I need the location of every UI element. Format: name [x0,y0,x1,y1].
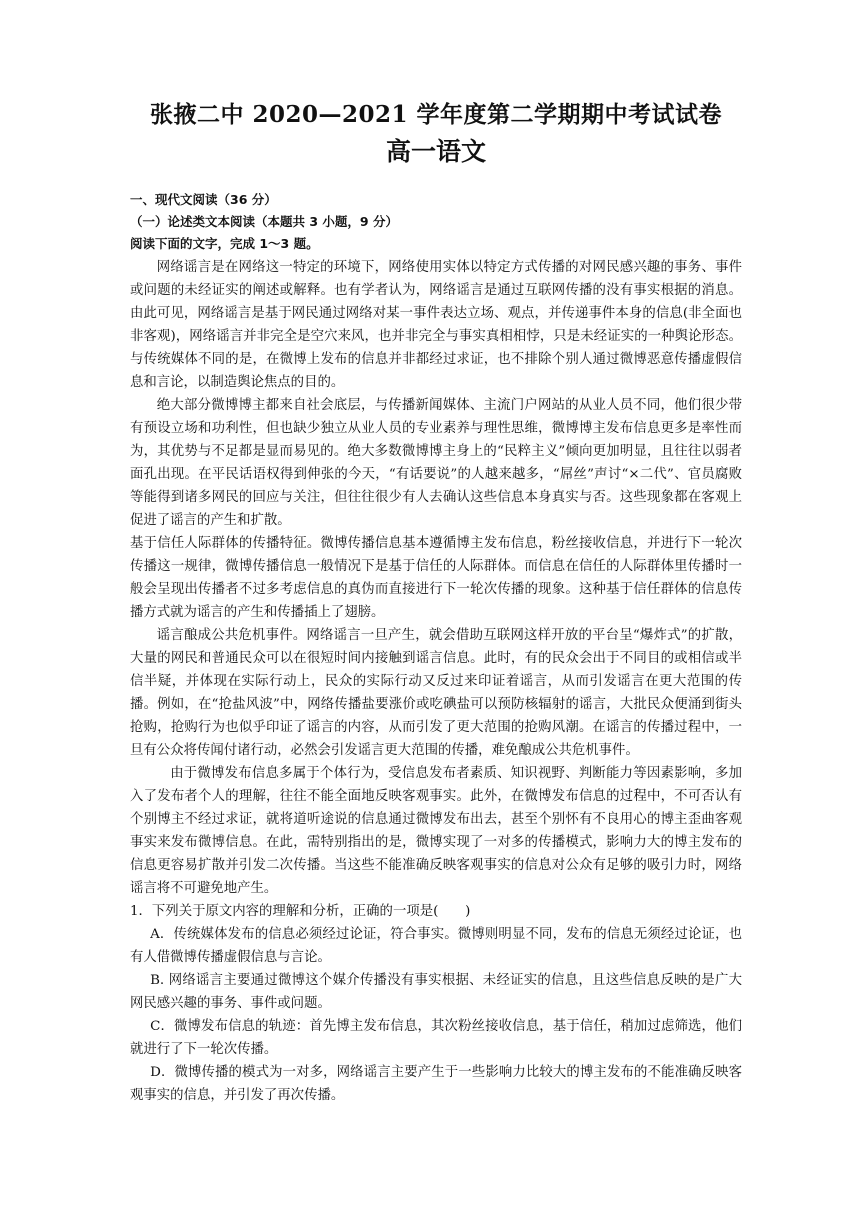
passage-paragraph-2: 绝大部分微博博主都来自社会底层，与传播新闻媒体、主流门户网站的从业人员不同，他们很少带有预设立场和功利性，但也缺少独立从业人员的专业素养与理性思维，微博博主发布信息更多是率性而为，其优势与不足都是显而易见的。绝大多数微博博主身上的“民粹主义”倾向更加明显，且往往以弱者面孔出现。在平民话语权得到伸张的今天，“有话要说”的人越来越多，“屌丝”声讨“×二代”、官员腐败等能得到诸多网民的回应与关注，但往往很少有人去确认这些信息本身真实与否。这些现象都在客观上促进了谣言的产生和扩散。 [130,398,742,528]
exam-title: 张掖二中 2020—2021 学年度第二学期期中考试试卷 [149,101,723,128]
reading-instruction: 阅读下面的文字，完成 1～3 题。 [130,236,319,251]
question-1-option-c: C．微博发布信息的轨迹：首先博主发布信息，其次粉丝接收信息，基于信任，稍加过虑筛选，他们就进行了下一轮次传播。 [130,1019,742,1057]
question-1-option-d: D．微博传播的模式为一对多，网络谣言主要产生于一些影响力比较大的博主发布的不能准确反映客观事实的信息，并引发了再次传播。 [130,1065,742,1103]
passage-paragraph-1: 网络谣言是在网络这一特定的环境下，网络使用实体以特定方式传播的对网民感兴趣的事务、事件或问题的未经证实的阐述或解释。也有学者认为，网络谣言是通过互联网传播的没有事实根据的消息。由此可见，网络谣言是基于网民通过网络对某一事件表达立场、观点，并传递事件本身的信息(非全面也非客观)，网络谣言并非完全是空穴来风，也并非完全与事实真相相悖，只是未经证实的一种舆论形态。与传统媒体不同的是，在微博上发布的信息并非都经过求证，也不排除个别人通过微博恶意传播虚假信息和言论，以制造舆论焦点的目的。 [130,260,742,390]
section-subheading: （一）论述类文本阅读（本题共 3 小题，9 分） [130,214,398,229]
question-1-option-b: B. 网络谣言主要通过微博这个媒介传播没有事实根据、未经证实的信息，且这些信息反映的是广大网民感兴趣的事务、事件或问题。 [130,973,742,1011]
passage-paragraph-3: 基于信任人际群体的传播特征。微博传播信息基本遵循博主发布信息，粉丝接收信息，并进行下一轮次传播这一规律，微博传播信息一般情况下是基于信任的人际群体。而信息在信任的人际群体里传播时一般会呈现出传播者不过多考虑信息的真伪而直接进行下一轮次传播的现象。这种基于信任群体的信息传播方式就为谣言的产生和传播插上了翅膀。 [130,536,742,620]
section-heading: 一、现代文阅读（36 分） [130,192,277,207]
question-1-stem: 1．下列关于原文内容的理解和分析，正确的一项是( ) [130,904,471,919]
exam-subject: 高一语文 [385,137,486,166]
passage-paragraph-5: 由于微博发布信息多属于个体行为，受信息发布者素质、知识视野、判断能力等因素影响，多加入了发布者个人的理解，往往不能全面地反映客观事实。此外，在微博发布信息的过程中，不可否认有个别博主不经过求证，就将道听途说的信息通过微博发布出去，甚至个别怀有不良用心的博主歪曲客观事实来发布微博信息。在此，需特别指出的是，微博实现了一对多的传播模式，影响力大的博主发布的信息更容易扩散并引发二次传播。当这些不能准确反映客观事实的信息对公众有足够的吸引力时，网络谣言将不可避免地产生。 [130,766,742,896]
question-1-option-a: A．传统媒体发布的信息必须经过论证，符合事实。微博则明显不同，发布的信息无须经过论证，也有人借微博传播虚假信息与言论。 [130,927,742,965]
exam-page [130,98,742,1107]
passage-paragraph-4: 谣言酿成公共危机事件。网络谣言一旦产生，就会借助互联网这样开放的平台呈“爆炸式”的扩散，大量的网民和普通民众可以在很短时间内接触到谣言信息。此时，有的民众会出于不同目的或相信或半信半疑，并体现在实际行动上，民众的实际行动又反过来印证着谣言，从而引发谣言在更大范围的传播。例如，在“抢盐风波”中，网络传播盐要涨价或吃碘盐可以预防核辐射的谣言，大批民众便涌到街头抢购，抢购行为也似乎印证了谣言的内容，从而引发了更大范围的抢购风潮。在谣言的传播过程中，一旦有公众将传闻付诸行动，必然会引发谣言更大范围的传播，难免酿成公共危机事件。 [130,628,742,758]
